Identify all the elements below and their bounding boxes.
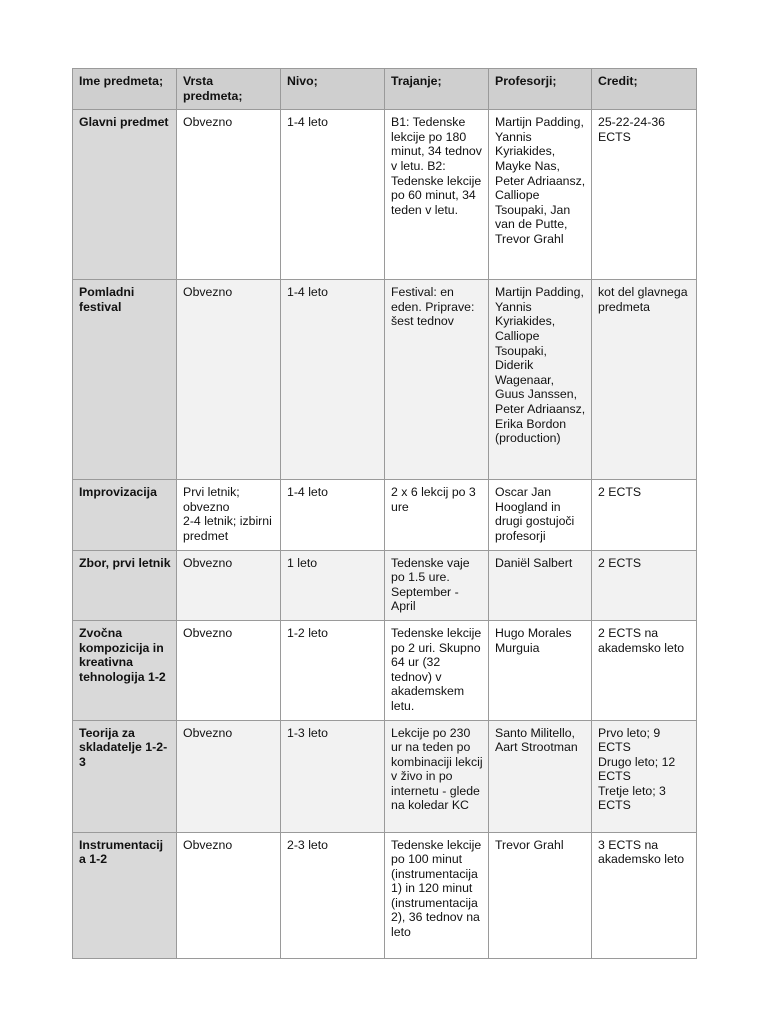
cell-duration: Tedenske lekcije po 100 minut (instrumentacija 1) in 120 minut (instrumentacija 2), 36 tednov na leto [385, 832, 489, 958]
cell-duration: Tedenske lekcije po 2 uri. Skupno 64 ur (32 tednov) v akademskem letu. [385, 620, 489, 720]
table-row [73, 550, 697, 620]
cell-credit: 3 ECTS na akademsko leto [592, 832, 697, 958]
cell-professors: Santo Militello, Aart Strootman [489, 720, 592, 832]
cell-duration: B1: Tedenske lekcije po 180 minut, 34 tednov v letu. B2: Tedenske lekcije po 60 minut, 34 teden v letu. [385, 110, 489, 280]
cell-level: 1-3 leto [281, 720, 385, 832]
cell-professors: Martijn Padding, Yannis Kyriakides, Mayke Nas, Peter Adriaansz, Calliope Tsoupaki, Jan van de Putte, Trevor Grahl [489, 110, 592, 280]
cell-professors: Martijn Padding, Yannis Kyriakides, Calliope Tsoupaki, Diderik Wagenaar, Guus Janssen, Peter Adriaansz, Erika Bordon (production) [489, 280, 592, 480]
cell-professors: Oscar Jan Hoogland in drugi gostujoči profesorji [489, 480, 592, 550]
table-row [73, 720, 697, 832]
cell-level: 1 leto [281, 550, 385, 620]
cell-credit: kot del glavnega predmeta [592, 280, 697, 480]
cell-professors: Trevor Grahl [489, 832, 592, 958]
cell-level: 1-4 leto [281, 280, 385, 480]
table-row [73, 110, 697, 280]
cell-subject-name: Glavni predmet [73, 110, 177, 280]
cell-level: 1-4 leto [281, 110, 385, 280]
cell-professors: Daniël Salbert [489, 550, 592, 620]
cell-subject-name: Zvočna kompozicija in kreativna tehnologija 1-2 [73, 620, 177, 720]
cell-subject-type: Obvezno [177, 720, 281, 832]
header-level: Nivo; [281, 69, 385, 110]
cell-credit: 2 ECTS [592, 550, 697, 620]
table-row [73, 832, 697, 958]
header-duration: Trajanje; [385, 69, 489, 110]
cell-subject-name: Improvizacija [73, 480, 177, 550]
cell-subject-name: Instrumentacij a 1-2 [73, 832, 177, 958]
cell-duration: 2 x 6 lekcij po 3 ure [385, 480, 489, 550]
cell-duration: Festival: en eden. Priprave: šest tednov [385, 280, 489, 480]
header-professors: Profesorji; [489, 69, 592, 110]
cell-credit: Prvo leto; 9 ECTS Drugo leto; 12 ECTS Tretje leto; 3 ECTS [592, 720, 697, 832]
header-subject-type: Vrsta predmeta; [177, 69, 281, 110]
cell-subject-type: Prvi letnik; obvezno 2-4 letnik; izbirni predmet [177, 480, 281, 550]
cell-credit: 2 ECTS [592, 480, 697, 550]
cell-subject-type: Obvezno [177, 832, 281, 958]
cell-credit: 25-22-24-36 ECTS [592, 110, 697, 280]
table-header-row [73, 69, 697, 110]
header-subject-name: Ime predmeta; [73, 69, 177, 110]
cell-level: 1-4 leto [281, 480, 385, 550]
cell-subject-type: Obvezno [177, 620, 281, 720]
cell-duration: Tedenske vaje po 1.5 ure. September - April [385, 550, 489, 620]
cell-subject-type: Obvezno [177, 550, 281, 620]
cell-level: 2-3 leto [281, 832, 385, 958]
cell-subject-name: Pomladni festival [73, 280, 177, 480]
cell-subject-type: Obvezno [177, 280, 281, 480]
document-page [72, 68, 696, 959]
cell-subject-name: Zbor, prvi letnik [73, 550, 177, 620]
table-row [73, 280, 697, 480]
cell-level: 1-2 leto [281, 620, 385, 720]
cell-subject-name: Teorija za skladatelje 1-2-3 [73, 720, 177, 832]
table-row [73, 480, 697, 550]
table-row [73, 620, 697, 720]
course-table [72, 68, 697, 959]
cell-credit: 2 ECTS na akademsko leto [592, 620, 697, 720]
header-credit: Credit; [592, 69, 697, 110]
cell-subject-type: Obvezno [177, 110, 281, 280]
cell-duration: Lekcije po 230 ur na teden po kombinaciji lekcij v živo in po internetu - glede na koledar KC [385, 720, 489, 832]
cell-professors: Hugo Morales Murguia [489, 620, 592, 720]
